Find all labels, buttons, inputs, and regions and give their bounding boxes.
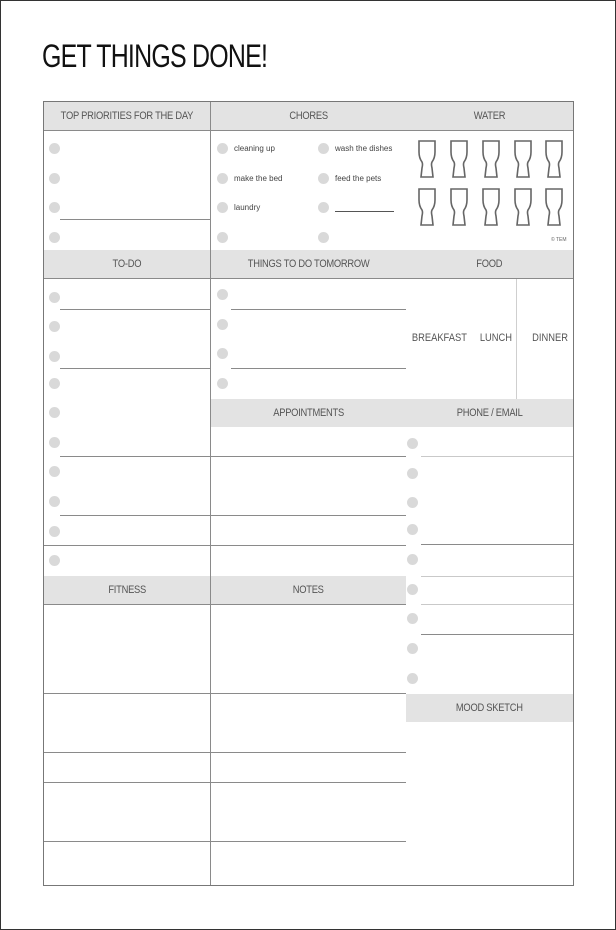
water-glass-icon[interactable]: [481, 140, 501, 178]
write-line: [60, 456, 406, 457]
checkbox-dot[interactable]: [407, 673, 418, 684]
checkbox-dot[interactable]: [407, 468, 418, 479]
write-line: [60, 309, 210, 310]
chore-item: laundry: [234, 203, 261, 212]
checkbox-dot[interactable]: [49, 555, 60, 566]
header-food: FOOD: [406, 250, 573, 278]
checkbox-dot[interactable]: [318, 143, 329, 154]
meal-lunch: LUNCH: [479, 332, 513, 344]
write-line: [60, 368, 210, 369]
checkbox-dot[interactable]: [49, 202, 60, 213]
checkbox-dot[interactable]: [49, 173, 60, 184]
header-notes: NOTES: [211, 576, 406, 604]
checkbox-dot[interactable]: [49, 378, 60, 389]
checkbox-dot[interactable]: [318, 202, 329, 213]
checkbox-dot[interactable]: [49, 407, 60, 418]
meal-breakfast: BREAKFAST: [411, 332, 467, 344]
checkbox-dot[interactable]: [49, 143, 60, 154]
water-glass-icon[interactable]: [513, 140, 533, 178]
checkbox-dot[interactable]: [217, 232, 228, 243]
checkbox-dot[interactable]: [407, 524, 418, 535]
write-line: [44, 782, 406, 783]
meal-dinner: DINNER: [532, 332, 569, 344]
checkbox-dot[interactable]: [49, 232, 60, 243]
rule: [44, 130, 573, 131]
checkbox-dot[interactable]: [407, 613, 418, 624]
write-line: [421, 576, 573, 577]
header-chores: CHORES: [211, 102, 406, 130]
water-glass-icon[interactable]: [513, 188, 533, 226]
water-glass-icon[interactable]: [544, 140, 564, 178]
header-appointments: APPOINTMENTS: [211, 399, 406, 427]
checkbox-dot[interactable]: [318, 232, 329, 243]
header-mood-sketch: MOOD SKETCH: [406, 694, 573, 722]
divider-left: [210, 102, 211, 885]
rule: [44, 604, 406, 605]
checkbox-dot[interactable]: [49, 526, 60, 537]
write-line: [421, 456, 573, 457]
checkbox-dot[interactable]: [49, 437, 60, 448]
chore-item: wash the dishes: [335, 144, 393, 153]
write-line: [421, 544, 573, 545]
write-line: [60, 219, 210, 220]
checkbox-dot[interactable]: [407, 497, 418, 508]
checkbox-dot[interactable]: [49, 321, 60, 332]
header-things-tomorrow: THINGS TO DO TOMORROW: [211, 250, 406, 278]
checkbox-dot[interactable]: [407, 554, 418, 565]
checkbox-dot[interactable]: [49, 496, 60, 507]
checkbox-dot[interactable]: [217, 173, 228, 184]
write-line: [60, 515, 406, 516]
rule: [44, 278, 573, 279]
checkbox-dot[interactable]: [217, 348, 228, 359]
checkbox-dot[interactable]: [217, 378, 228, 389]
water-glass-icon[interactable]: [449, 188, 469, 226]
header-phone-email: PHONE / EMAIL: [406, 399, 573, 427]
water-glass-icon[interactable]: [417, 140, 437, 178]
water-glass-icon[interactable]: [449, 140, 469, 178]
write-line: [421, 634, 573, 635]
write-line: [231, 368, 406, 369]
checkbox-dot[interactable]: [407, 438, 418, 449]
chore-item: make the bed: [234, 174, 283, 183]
write-line: [231, 309, 406, 310]
checkbox-dot[interactable]: [49, 466, 60, 477]
header-water: WATER: [406, 102, 573, 130]
write-line: [44, 545, 406, 546]
checkbox-dot[interactable]: [407, 643, 418, 654]
chore-item: feed the pets: [335, 174, 382, 183]
divider-food: [516, 278, 517, 399]
checkbox-dot[interactable]: [49, 351, 60, 362]
chore-item: cleaning up: [234, 144, 275, 153]
checkbox-dot[interactable]: [49, 292, 60, 303]
checkbox-dot[interactable]: [217, 289, 228, 300]
planner-sheet: [43, 101, 574, 886]
write-line: [335, 211, 394, 212]
checkbox-dot[interactable]: [217, 143, 228, 154]
page-title: GET THINGS DONE!: [42, 38, 268, 74]
write-line: [44, 693, 406, 694]
checkbox-dot[interactable]: [318, 173, 329, 184]
water-glass-icon[interactable]: [481, 188, 501, 226]
write-line: [44, 752, 406, 753]
water-glass-icon[interactable]: [544, 188, 564, 226]
write-line: [44, 841, 406, 842]
header-todo: TO-DO: [44, 250, 210, 278]
copyright: © TEM: [551, 237, 567, 243]
header-top-priorities: TOP PRIORITIES FOR THE DAY: [44, 102, 210, 130]
checkbox-dot[interactable]: [407, 584, 418, 595]
checkbox-dot[interactable]: [217, 202, 228, 213]
write-line: [421, 604, 573, 605]
water-glass-icon[interactable]: [417, 188, 437, 226]
checkbox-dot[interactable]: [217, 319, 228, 330]
header-fitness: FITNESS: [44, 576, 210, 604]
